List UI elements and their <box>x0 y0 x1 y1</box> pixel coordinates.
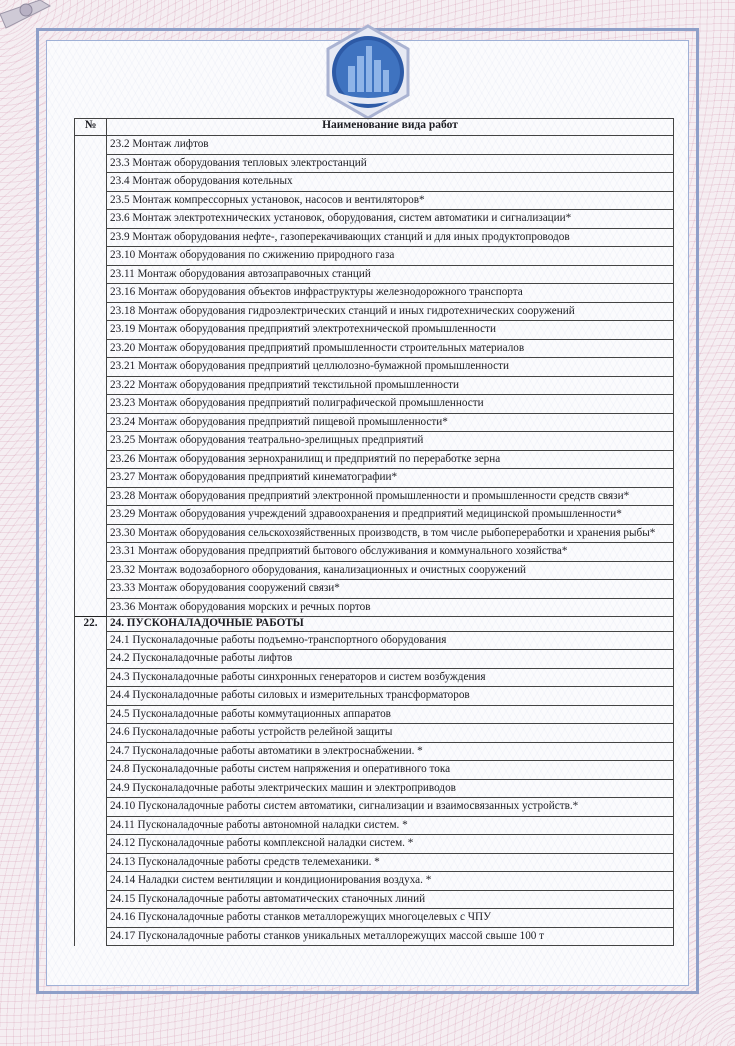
table-row <box>75 835 674 854</box>
work-type-name: 24.6 Пусконаладочные работы устройств релейной защиты <box>107 724 674 743</box>
table-row <box>75 358 674 377</box>
table-row <box>75 210 674 229</box>
corner-ribbon-icon <box>0 0 60 50</box>
row-number <box>75 321 107 340</box>
table-row <box>75 872 674 891</box>
row-number <box>75 173 107 192</box>
table-row <box>75 779 674 798</box>
row-number <box>75 561 107 580</box>
work-type-name: 23.22 Монтаж оборудования предприятий текстильной промышленности <box>107 376 674 395</box>
work-type-name: 24.15 Пусконаладочные работы автоматических станочных линий <box>107 890 674 909</box>
work-type-name: 23.6 Монтаж электротехнических установок, оборудования, систем автоматики и сигнализации* <box>107 210 674 229</box>
table-row <box>75 265 674 284</box>
work-type-name: 23.5 Монтаж компрессорных установок, насосов и вентиляторов* <box>107 191 674 210</box>
work-type-name: 23.32 Монтаж водозаборного оборудования, канализационных и очистных сооружений <box>107 561 674 580</box>
row-number <box>75 524 107 543</box>
row-number <box>75 376 107 395</box>
work-type-name: 24.17 Пусконаладочные работы станков уникальных металлорежущих массой свыше 100 т <box>107 927 674 946</box>
table-row <box>75 816 674 835</box>
row-number <box>75 631 107 650</box>
row-number <box>75 835 107 854</box>
table-row <box>75 761 674 780</box>
table-row <box>75 798 674 817</box>
row-number <box>75 668 107 687</box>
work-type-name: 23.21 Монтаж оборудования предприятий целлюлозно-бумажной промышленности <box>107 358 674 377</box>
row-number <box>75 798 107 817</box>
table-row <box>75 487 674 506</box>
table-row <box>75 687 674 706</box>
work-type-name: 23.36 Монтаж оборудования морских и речных портов <box>107 598 674 617</box>
work-type-name: 23.31 Монтаж оборудования предприятий бытового обслуживания и коммунального хозяйства* <box>107 543 674 562</box>
row-number <box>75 927 107 946</box>
table-row <box>75 136 674 155</box>
table-row <box>75 724 674 743</box>
table-row <box>75 450 674 469</box>
table-row <box>75 543 674 562</box>
work-type-name: 24.5 Пусконаладочные работы коммутационных аппаратов <box>107 705 674 724</box>
table-row <box>75 413 674 432</box>
section-title: 24. ПУСКОНАЛАДОЧНЫЕ РАБОТЫ <box>107 617 674 632</box>
work-type-name: 23.4 Монтаж оборудования котельных <box>107 173 674 192</box>
column-name-header: Наименование вида работ <box>107 119 674 136</box>
row-number <box>75 761 107 780</box>
table-row <box>75 909 674 928</box>
table-row <box>75 302 674 321</box>
work-type-name: 24.11 Пусконаладочные работы автономной наладки систем. * <box>107 816 674 835</box>
works-table <box>74 118 674 946</box>
row-number <box>75 705 107 724</box>
work-type-name: 23.30 Монтаж оборудования сельскохозяйственных производств, в том числе рыбопереработки и хранения рыбы* <box>107 524 674 543</box>
table-row <box>75 173 674 192</box>
row-number <box>75 853 107 872</box>
table-row <box>75 742 674 761</box>
work-type-name: 24.1 Пусконаладочные работы подъемно-транспортного оборудования <box>107 631 674 650</box>
table-row <box>75 668 674 687</box>
work-type-name: 23.10 Монтаж оборудования по сжижению природного газа <box>107 247 674 266</box>
table-header-row <box>75 119 674 136</box>
row-number <box>75 650 107 669</box>
row-number <box>75 339 107 358</box>
work-type-name: 23.16 Монтаж оборудования объектов инфраструктуры железнодорожного транспорта <box>107 284 674 303</box>
table-row <box>75 154 674 173</box>
row-number <box>75 395 107 414</box>
row-number <box>75 779 107 798</box>
work-type-name: 24.10 Пусконаладочные работы систем автоматики, сигнализации и взаимосвязанных устройств.* <box>107 798 674 817</box>
row-number <box>75 506 107 525</box>
work-type-name: 23.19 Монтаж оборудования предприятий электротехнической промышленности <box>107 321 674 340</box>
work-type-name: 24.3 Пусконаладочные работы синхронных генераторов и систем возбуждения <box>107 668 674 687</box>
table-row <box>75 853 674 872</box>
work-type-name: 24.14 Наладки систем вентиляции и кондиционирования воздуха. * <box>107 872 674 891</box>
work-type-name: 23.26 Монтаж оборудования зернохранилищ и предприятий по переработке зерна <box>107 450 674 469</box>
works-table-body <box>75 136 674 946</box>
work-type-name: 23.28 Монтаж оборудования предприятий электронной промышленности и промышленности средств связи* <box>107 487 674 506</box>
row-number <box>75 543 107 562</box>
table-row <box>75 432 674 451</box>
row-number <box>75 724 107 743</box>
row-number <box>75 228 107 247</box>
work-type-name: 24.12 Пусконаладочные работы комплексной наладки систем. * <box>107 835 674 854</box>
work-type-name: 24.13 Пусконаладочные работы средств телемеханики. * <box>107 853 674 872</box>
work-type-name: 24.16 Пусконаладочные работы станков металлорежущих многоцелевых с ЧПУ <box>107 909 674 928</box>
table-row <box>75 927 674 946</box>
work-type-name: 23.23 Монтаж оборудования предприятий полиграфической промышленности <box>107 395 674 414</box>
table-row <box>75 705 674 724</box>
table-row <box>75 580 674 599</box>
row-number: 22. <box>75 617 107 632</box>
work-type-name: 23.20 Монтаж оборудования предприятий промышленности строительных материалов <box>107 339 674 358</box>
row-number <box>75 302 107 321</box>
work-type-name: 23.24 Монтаж оборудования предприятий пищевой промышленности* <box>107 413 674 432</box>
table-row <box>75 395 674 414</box>
section-row <box>75 617 674 632</box>
work-type-name: 24.2 Пусконаладочные работы лифтов <box>107 650 674 669</box>
row-number <box>75 413 107 432</box>
work-type-name: 24.7 Пусконаладочные работы автоматики в электроснабжении. * <box>107 742 674 761</box>
table-row <box>75 284 674 303</box>
table-row <box>75 321 674 340</box>
table-row <box>75 469 674 488</box>
table-row <box>75 228 674 247</box>
work-type-name: 24.8 Пусконаладочные работы систем напряжения и оперативного тока <box>107 761 674 780</box>
work-type-name: 23.11 Монтаж оборудования автозаправочных станций <box>107 265 674 284</box>
table-row <box>75 524 674 543</box>
row-number <box>75 265 107 284</box>
row-number <box>75 487 107 506</box>
row-number <box>75 210 107 229</box>
work-type-name: 23.18 Монтаж оборудования гидроэлектрических станций и иных гидротехнических сооружений <box>107 302 674 321</box>
table-row <box>75 376 674 395</box>
row-number <box>75 580 107 599</box>
table-row <box>75 631 674 650</box>
work-type-name: 23.3 Монтаж оборудования тепловых электростанций <box>107 154 674 173</box>
row-number <box>75 154 107 173</box>
row-number <box>75 136 107 155</box>
column-number-header: № <box>75 119 107 136</box>
work-type-name: 24.4 Пусконаладочные работы силовых и измерительных трансформаторов <box>107 687 674 706</box>
row-number <box>75 469 107 488</box>
row-number <box>75 742 107 761</box>
row-number <box>75 450 107 469</box>
work-type-name: 23.29 Монтаж оборудования учреждений здравоохранения и предприятий медицинской промышленности* <box>107 506 674 525</box>
row-number <box>75 598 107 617</box>
table-row <box>75 650 674 669</box>
row-number <box>75 191 107 210</box>
row-number <box>75 816 107 835</box>
row-number <box>75 909 107 928</box>
work-type-name: 23.9 Монтаж оборудования нефте-, газоперекачивающих станций и для иных продуктопроводов <box>107 228 674 247</box>
table-row <box>75 247 674 266</box>
row-number <box>75 284 107 303</box>
work-type-name: 23.25 Монтаж оборудования театрально-зрелищных предприятий <box>107 432 674 451</box>
table-row <box>75 561 674 580</box>
row-number <box>75 872 107 891</box>
city-emblem-icon <box>318 22 418 122</box>
work-type-name: 23.33 Монтаж оборудования сооружений связи* <box>107 580 674 599</box>
table-row <box>75 598 674 617</box>
row-number <box>75 432 107 451</box>
row-number <box>75 890 107 909</box>
work-type-name: 23.27 Монтаж оборудования предприятий кинематографии* <box>107 469 674 488</box>
table-row <box>75 506 674 525</box>
table-row <box>75 339 674 358</box>
row-number <box>75 687 107 706</box>
work-type-name: 24.9 Пусконаладочные работы электрических машин и электроприводов <box>107 779 674 798</box>
row-number <box>75 358 107 377</box>
table-row <box>75 890 674 909</box>
work-type-name: 23.2 Монтаж лифтов <box>107 136 674 155</box>
table-row <box>75 191 674 210</box>
row-number <box>75 247 107 266</box>
